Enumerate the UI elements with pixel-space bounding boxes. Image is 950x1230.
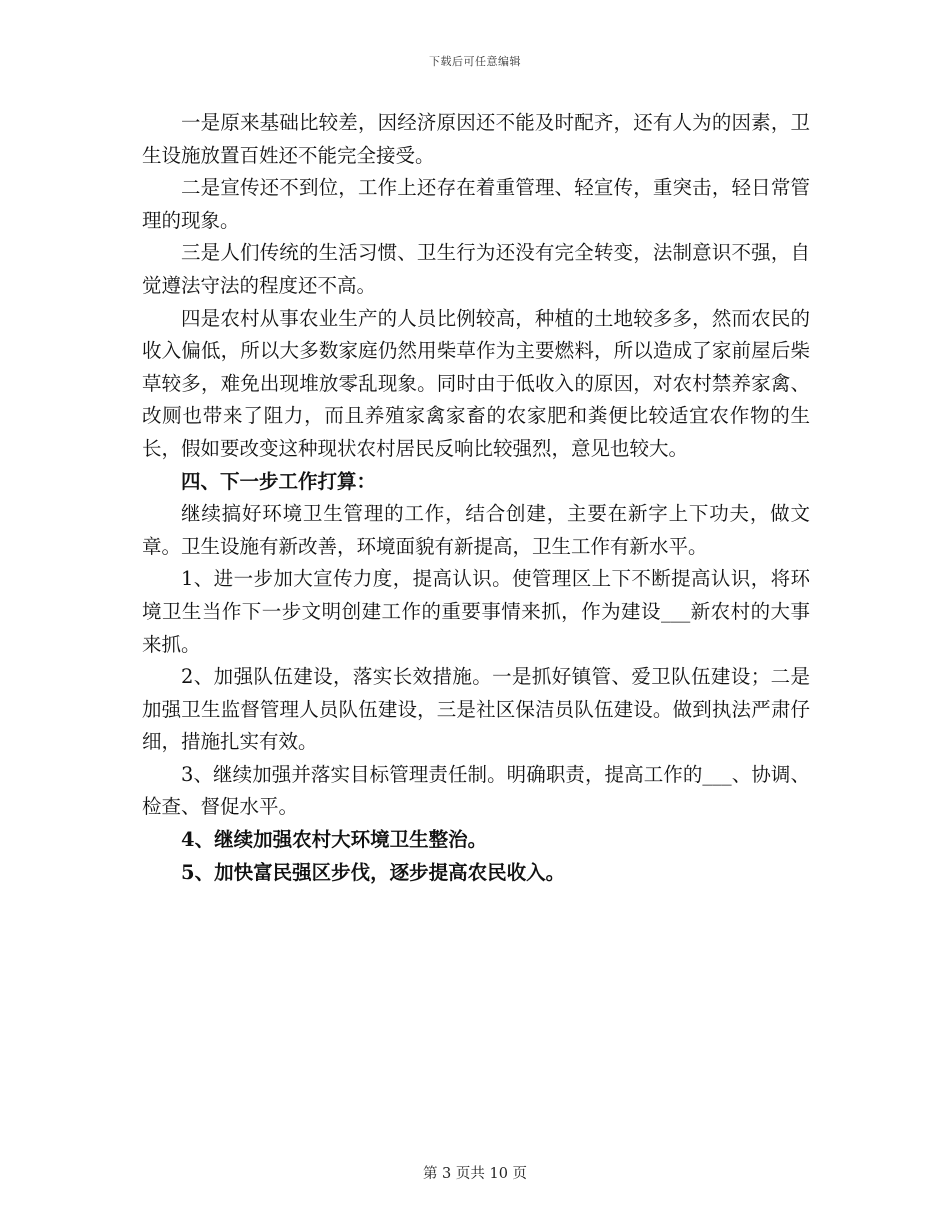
list-item-4: 4、继续加强农村大环境卫生整治。 — [181, 828, 488, 852]
page-header: 下载后可任意编辑 — [429, 55, 521, 68]
paragraph-1: 一是原来基础比较差，因经济原因还不能及时配齐，还有人为的因素，卫生设施放置百姓还不能完全接受。 — [142, 111, 810, 167]
paragraph-4: 四是农村从事农业生产的人员比例较高，种植的土地较多多，然而农民的收入偏低，所以大多数家庭仍然用柴草作为主要燃料，所以造成了家前屋后柴草较多，难免出现堆放零乱现象。同时由于低收入的原因，对农村禁养家禽、改厕也带来了阻力，而且养殖家禽家畜的农家肥和粪便比较适宜农作物的生长，假如要改变这种现状农村居民反响比较强烈，意见也较大。 — [142, 306, 810, 460]
paragraph-6: 继续搞好环境卫生管理的工作，结合创建，主要在新字上下功夫，做文章。卫生设施有新改善，环境面貌有新提高，卫生工作有新水平。 — [142, 502, 810, 558]
paragraph-2: 二是宣传还不到位，工作上还存在着重管理、轻宣传，重突击，轻日常管理的现象。 — [142, 176, 810, 232]
page-footer: 第 3 页共 10 页 — [422, 1166, 528, 1182]
document-body — [142, 107, 810, 889]
paragraph-3: 三是人们传统的生活习惯、卫生行为还没有完全转变，法制意识不强，自觉遵法守法的程度还不高。 — [142, 241, 810, 297]
list-item-1: 1、进一步加大宣传力度，提高认识。使管理区上下不断提高认识，将环境卫生当作下一步文明创建工作的重要事情来抓，作为建设___新农村的大事来抓。 — [142, 567, 810, 656]
list-item-5: 5、加快富民强区步伐，逐步提高农民收入。 — [181, 860, 566, 884]
list-item-3: 3、继续加强并落实目标管理责任制。明确职责，提高工作的___、协调、检查、督促水平。 — [142, 762, 810, 819]
list-item-2: 2、加强队伍建设，落实长效措施。一是抓好镇管、爱卫队伍建设；二是加强卫生监督管理人员队伍建设，三是社区保洁员队伍建设。做到执法严肃仔细，措施扎实有效。 — [142, 665, 810, 754]
section-heading: 四、下一步工作打算： — [181, 469, 377, 493]
